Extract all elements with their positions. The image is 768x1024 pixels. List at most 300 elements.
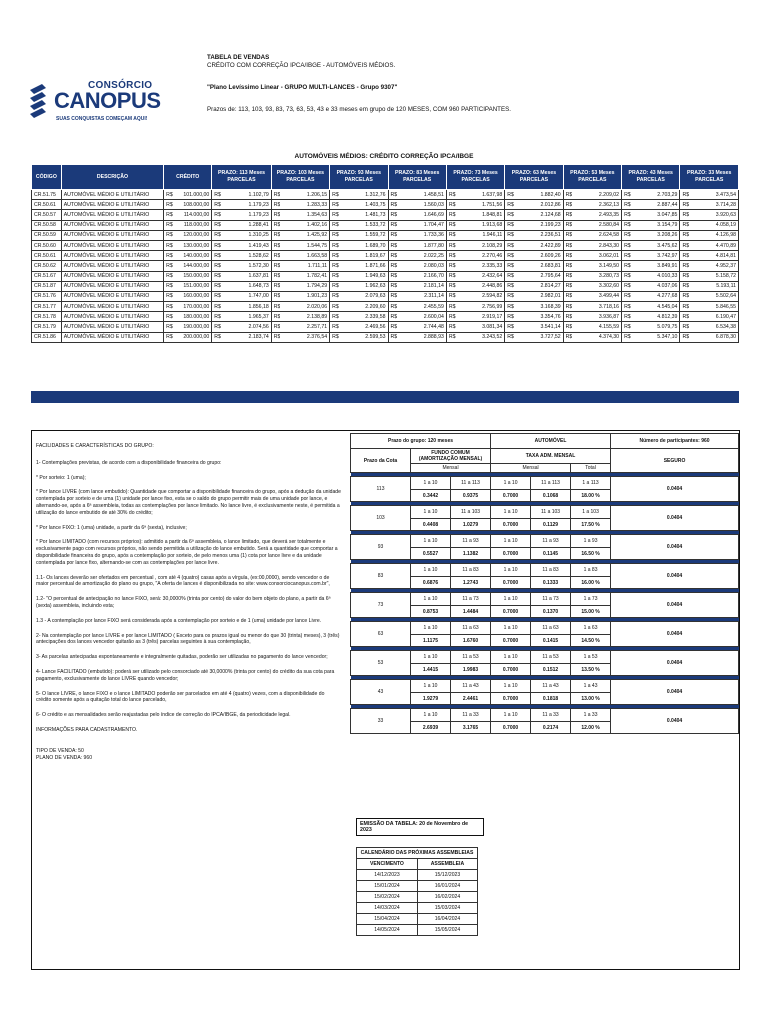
due-date-cell: 15/04/2024 [357, 914, 418, 925]
installment-cell: 1.856,18 [221, 302, 271, 312]
rate-cell: 0.7000 [491, 518, 531, 531]
currency-cell: R$ [680, 240, 689, 250]
currency-cell: R$ [622, 251, 631, 261]
currency-cell: R$ [330, 261, 339, 271]
currency-cell: R$ [388, 230, 397, 240]
installment-cell: 3.473,54 [689, 190, 738, 200]
fee-total-header: Total [571, 464, 611, 473]
code-cell: CR.50.58 [32, 220, 62, 230]
currency-cell: R$ [622, 322, 631, 332]
installment-cell: 4.037,06 [631, 281, 680, 291]
installment-cell: 3.936,87 [572, 312, 621, 322]
calendar-col-assembly: ASSEMBLEIA [417, 859, 477, 870]
credit-cell: 118.000,00 [173, 220, 212, 230]
rate-cell: 17.50 % [571, 518, 611, 531]
currency-cell: R$ [388, 281, 397, 291]
assembly-calendar [356, 847, 478, 936]
installment-cell: 3.280,73 [572, 271, 621, 281]
installment-cell: 2.199,23 [514, 220, 563, 230]
facilidades-paragraph: 6- O crédito e as mensalidades serão reajustadas pelo índice de correção do IPCA/IBGE, da periodicidade legal. [36, 712, 291, 719]
range-cell: 1 a 10 [411, 535, 451, 548]
rate-cell: 0.7000 [491, 576, 531, 589]
code-cell: CR.51.78 [32, 312, 62, 322]
assembly-date-cell: 16/02/2024 [417, 892, 477, 903]
due-date-cell: 14/12/2023 [357, 870, 418, 881]
currency-cell: R$ [680, 261, 689, 271]
installment-cell: 3.714,28 [689, 200, 738, 210]
description-cell: AUTOMÓVEL MÉDIO E UTILITÁRIO [61, 261, 163, 271]
rate-cell: 1.1175 [411, 634, 451, 647]
assembly-date-cell: 16/04/2024 [417, 914, 477, 925]
group-row [351, 535, 739, 548]
insurance-header: SEGURO [611, 449, 739, 473]
currency-cell: R$ [212, 302, 221, 312]
currency-cell: R$ [388, 322, 397, 332]
installment-cell: 2.270,46 [456, 251, 505, 261]
quota-term-cell: 53 [351, 651, 411, 676]
installment-cell: 2.022,25 [397, 251, 446, 261]
installment-cell: 1.913,68 [456, 220, 505, 230]
installment-cell: 2.599,53 [339, 332, 388, 342]
rate-cell: 0.7000 [491, 721, 531, 734]
table-footer-band [31, 391, 739, 403]
currency-cell: R$ [164, 261, 173, 271]
rate-cell: 0.7000 [491, 634, 531, 647]
currency-cell: R$ [446, 220, 455, 230]
insurance-cell: 0.0404 [611, 593, 739, 618]
installment-cell: 2.469,56 [339, 322, 388, 332]
facilidades-paragraph: * Por sorteio: 1 (uma); [36, 474, 86, 481]
installment-cell: 2.843,30 [572, 240, 621, 250]
currency-cell: R$ [212, 332, 221, 342]
installment-cell: 1.533,72 [339, 220, 388, 230]
price-table-header: PRAZO: 73 Meses PARCELAS [446, 165, 504, 190]
currency-cell: R$ [505, 281, 514, 291]
currency-cell: R$ [622, 261, 631, 271]
credit-cell: 101.000,00 [173, 190, 212, 200]
installment-cell: 1.949,63 [339, 271, 388, 281]
installment-cell: 1.782,41 [280, 271, 329, 281]
currency-cell: R$ [680, 332, 689, 342]
currency-cell: R$ [563, 332, 572, 342]
description-cell: AUTOMÓVEL MÉDIO E UTILITÁRIO [61, 332, 163, 342]
installment-cell: 3.168,39 [514, 302, 563, 312]
table-row [32, 261, 739, 271]
facilidades-paragraph: TIPO DE VENDA: 50 [36, 747, 84, 754]
currency-cell: R$ [446, 230, 455, 240]
credit-cell: 114.000,00 [173, 210, 212, 220]
installment-cell: 1.179,23 [221, 200, 271, 210]
currency-cell: R$ [505, 240, 514, 250]
table-row [32, 291, 739, 301]
installment-cell: 4.058,19 [689, 220, 738, 230]
group-row [351, 564, 739, 577]
fund-mensal-header: Mensal [411, 464, 491, 473]
calendar-col-due: VENCIMENTO [357, 859, 418, 870]
currency-cell: R$ [212, 190, 221, 200]
price-table-header: CRÉDITO [164, 165, 212, 190]
currency-cell: R$ [330, 332, 339, 342]
group-row [351, 709, 739, 722]
currency-cell: R$ [622, 220, 631, 230]
currency-cell: R$ [622, 230, 631, 240]
installment-cell: 3.920,63 [689, 210, 738, 220]
installment-cell: 3.849,91 [631, 261, 680, 271]
installment-cell: 5.502,64 [689, 291, 738, 301]
code-cell: CR.50.61 [32, 200, 62, 210]
installment-cell: 3.081,34 [456, 322, 505, 332]
rate-cell: 1.6760 [451, 634, 491, 647]
currency-cell: R$ [271, 312, 280, 322]
range-cell: 11 a 53 [451, 651, 491, 664]
installment-cell: 1.794,29 [280, 281, 329, 291]
installment-cell: 2.362,13 [572, 200, 621, 210]
facilidades-paragraph: * Por lance LIMITADO (com recursos próprios): admitido a partir da 6ª assembleia, o lance limitado, que deverá ser totalmente e exclusivamente pago com recursos próprios, não sendo permitida a utilização do lance embutido. Será a quantidade que comportar a disponibilidade financeira do grupo, após a contemplação por sorteio, de pelo menos uma (1) cota por lance livre e da unidade contemplada por lance fixo, alternando-se com as contemplações por lance livre. [36, 539, 338, 566]
currency-cell: R$ [446, 281, 455, 291]
quota-term-cell: 93 [351, 535, 411, 560]
range-cell: 1 a 10 [491, 709, 531, 722]
installment-cell: 6.878,30 [689, 332, 738, 342]
currency-cell: R$ [212, 200, 221, 210]
fee-mensal-header: Mensal [491, 464, 571, 473]
currency-cell: R$ [271, 302, 280, 312]
currency-cell: R$ [622, 332, 631, 342]
currency-cell: R$ [388, 210, 397, 220]
logo-mark-icon [28, 84, 48, 118]
currency-cell: R$ [563, 281, 572, 291]
installment-cell: 2.887,44 [631, 200, 680, 210]
rate-cell: 1.9983 [451, 663, 491, 676]
group-row [351, 622, 739, 635]
table-row [32, 200, 739, 210]
code-cell: CR.50.59 [32, 230, 62, 240]
installment-cell: 1.354,63 [280, 210, 329, 220]
currency-cell: R$ [680, 251, 689, 261]
price-table-header: PRAZO: 43 Meses PARCELAS [622, 165, 680, 190]
installment-cell: 2.183,74 [221, 332, 271, 342]
range-cell: 1 a 10 [491, 564, 531, 577]
installment-cell: 2.600,04 [397, 312, 446, 322]
currency-cell: R$ [680, 271, 689, 281]
price-table-header: PRAZO: 53 Meses PARCELAS [563, 165, 621, 190]
installment-cell: 1.560,03 [397, 200, 446, 210]
range-cell: 11 a 83 [451, 564, 491, 577]
currency-cell: R$ [164, 322, 173, 332]
installment-cell: 3.149,50 [572, 261, 621, 271]
installment-cell: 3.718,16 [572, 302, 621, 312]
rate-cell: 12.00 % [571, 721, 611, 734]
rate-cell: 18.00 % [571, 489, 611, 502]
installment-cell: 5.193,11 [689, 281, 738, 291]
currency-cell: R$ [212, 251, 221, 261]
currency-cell: R$ [563, 312, 572, 322]
currency-cell: R$ [212, 240, 221, 250]
installment-cell: 1.733,36 [397, 230, 446, 240]
currency-cell: R$ [680, 200, 689, 210]
rate-cell: 0.1068 [531, 489, 571, 502]
currency-cell: R$ [446, 312, 455, 322]
currency-cell: R$ [164, 230, 173, 240]
installment-cell: 5.158,72 [689, 271, 738, 281]
code-cell: CR.51.79 [32, 322, 62, 332]
installment-cell: 4.155,59 [572, 322, 621, 332]
currency-cell: R$ [563, 210, 572, 220]
currency-cell: R$ [271, 220, 280, 230]
installment-cell: 2.594,82 [456, 291, 505, 301]
range-cell: 1 a 103 [571, 506, 611, 519]
currency-cell: R$ [505, 230, 514, 240]
installment-cell: 2.079,63 [339, 291, 388, 301]
installment-cell: 3.475,62 [631, 240, 680, 250]
quota-term-cell: 83 [351, 564, 411, 589]
calendar-row [357, 870, 478, 881]
facilidades-paragraph: 3- As parcelas antecipadas espontaneamente e integralmente quitadas, poderão ser utilizadas no pagamento do lance vencedor; [36, 654, 328, 661]
table-row [32, 230, 739, 240]
description-cell: AUTOMÓVEL MÉDIO E UTILITÁRIO [61, 251, 163, 261]
currency-cell: R$ [212, 322, 221, 332]
description-cell: AUTOMÓVEL MÉDIO E UTILITÁRIO [61, 220, 163, 230]
rate-cell: 0.1129 [531, 518, 571, 531]
currency-cell: R$ [164, 240, 173, 250]
group-row [351, 593, 739, 606]
installment-cell: 1.877,80 [397, 240, 446, 250]
currency-cell: R$ [330, 251, 339, 261]
assembly-date-cell: 16/01/2024 [417, 881, 477, 892]
currency-cell: R$ [212, 291, 221, 301]
installment-cell: 2.020,06 [280, 302, 329, 312]
currency-cell: R$ [164, 291, 173, 301]
installment-cell: 4.374,30 [572, 332, 621, 342]
rate-cell: 14.50 % [571, 634, 611, 647]
credit-cell: 120.000,00 [173, 230, 212, 240]
currency-cell: R$ [388, 190, 397, 200]
installment-cell: 1.419,43 [221, 240, 271, 250]
description-cell: AUTOMÓVEL MÉDIO E UTILITÁRIO [61, 302, 163, 312]
calendar-title: CALENDÁRIO DAS PRÓXIMAS ASSEMBLEIAS [357, 848, 478, 859]
installment-cell: 2.795,64 [514, 271, 563, 281]
installment-cell: 1.458,51 [397, 190, 446, 200]
credit-cell: 160.000,00 [173, 291, 212, 301]
currency-cell: R$ [446, 302, 455, 312]
range-cell: 1 a 10 [491, 506, 531, 519]
quota-term-cell: 33 [351, 709, 411, 734]
installment-cell: 2.080,03 [397, 261, 446, 271]
calendar-row [357, 892, 478, 903]
range-cell: 1 a 53 [571, 651, 611, 664]
code-cell: CR.50.57 [32, 210, 62, 220]
currency-cell: R$ [680, 302, 689, 312]
rate-cell: 1.2743 [451, 576, 491, 589]
description-cell: AUTOMÓVEL MÉDIO E UTILITÁRIO [61, 210, 163, 220]
installment-cell: 2.744,48 [397, 322, 446, 332]
price-table-header: PRAZO: 113 Meses PARCELAS [212, 165, 271, 190]
currency-cell: R$ [446, 271, 455, 281]
installment-cell: 1.747,00 [221, 291, 271, 301]
price-table-header: PRAZO: 33 Meses PARCELAS [680, 165, 739, 190]
table-row [32, 302, 739, 312]
currency-cell: R$ [622, 210, 631, 220]
admin-fee-header: TAXA ADM. MENSAL [491, 449, 611, 464]
range-cell: 1 a 10 [411, 709, 451, 722]
document-title: TABELA DE VENDAS [207, 54, 270, 61]
document-header [207, 54, 511, 114]
installment-cell: 1.312,76 [339, 190, 388, 200]
installment-cell: 4.812,39 [631, 312, 680, 322]
rate-cell: 3.1765 [451, 721, 491, 734]
insurance-cell: 0.0404 [611, 477, 739, 502]
facilidades-paragraph: PLANO DE VENDA: 960 [36, 754, 93, 761]
currency-cell: R$ [388, 220, 397, 230]
canopus-logo [28, 80, 161, 130]
currency-cell: R$ [212, 271, 221, 281]
currency-cell: R$ [330, 271, 339, 281]
installment-cell: 4.470,89 [689, 240, 738, 250]
currency-cell: R$ [563, 271, 572, 281]
price-table-header: CÓDIGO [32, 165, 62, 190]
installment-cell: 2.683,81 [514, 261, 563, 271]
insurance-cell: 0.0404 [611, 564, 739, 589]
quota-term-cell: 113 [351, 477, 411, 502]
code-cell: CR.50.60 [32, 240, 62, 250]
insurance-cell: 0.0404 [611, 506, 739, 531]
installment-cell: 6.534,38 [689, 322, 738, 332]
installment-cell: 1.751,56 [456, 200, 505, 210]
facilidades-paragraph: * Por lance LIVRE (com lance embutido): Quantidade que comportar a disponibilidade financeira do grupo, após a dedução da unidade contemplada por sorteio e de uma (1) unidade por lance fixo, esta se o saldo do grupo permitir mais de uma unidade por lance, e alternando-se, após a 6ª assembleia, todas as contemplações por lance limitado. No lance livre, é exclusivamente neste, é permitida a utilização do lance embutido de até 30% do crédito; [36, 489, 341, 516]
currency-cell: R$ [271, 200, 280, 210]
rate-cell: 2.4461 [451, 692, 491, 705]
table-row [32, 312, 739, 322]
table-row [32, 332, 739, 342]
description-cell: AUTOMÓVEL MÉDIO E UTILITÁRIO [61, 271, 163, 281]
rate-cell: 0.5527 [411, 547, 451, 560]
currency-cell: R$ [622, 271, 631, 281]
currency-cell: R$ [563, 251, 572, 261]
range-cell: 11 a 43 [531, 680, 571, 693]
credit-cell: 151.000,00 [173, 281, 212, 291]
description-cell: AUTOMÓVEL MÉDIO E UTILITÁRIO [61, 200, 163, 210]
price-table-header: PRAZO: 93 Meses PARCELAS [330, 165, 388, 190]
currency-cell: R$ [212, 261, 221, 271]
code-cell: CR.51.67 [32, 271, 62, 281]
installment-cell: 1.946,11 [456, 230, 505, 240]
credit-cell: 180.000,00 [173, 312, 212, 322]
installment-cell: 1.559,72 [339, 230, 388, 240]
range-cell: 1 a 10 [411, 593, 451, 606]
range-cell: 11 a 73 [531, 593, 571, 606]
installment-cell: 4.545,04 [631, 302, 680, 312]
currency-cell: R$ [271, 332, 280, 342]
logo-tagline: SUAS CONQUISTAS COMEÇAM AQUI! [56, 116, 148, 122]
participants-header: Número de participantes: 960 [611, 434, 739, 449]
installment-cell: 1.637,81 [221, 271, 271, 281]
installment-cell: 1.962,63 [339, 281, 388, 291]
currency-cell: R$ [212, 230, 221, 240]
currency-cell: R$ [505, 271, 514, 281]
range-cell: 11 a 103 [531, 506, 571, 519]
currency-cell: R$ [164, 200, 173, 210]
group-row [351, 680, 739, 693]
installment-cell: 2.609,26 [514, 251, 563, 261]
currency-cell: R$ [330, 200, 339, 210]
range-cell: 1 a 10 [411, 564, 451, 577]
currency-cell: R$ [164, 271, 173, 281]
currency-cell: R$ [388, 200, 397, 210]
insurance-cell: 0.0404 [611, 535, 739, 560]
installment-cell: 3.208,26 [631, 230, 680, 240]
range-cell: 1 a 10 [491, 593, 531, 606]
price-table-header: PRAZO: 83 Meses PARCELAS [388, 165, 446, 190]
currency-cell: R$ [622, 291, 631, 301]
currency-cell: R$ [388, 251, 397, 261]
rate-cell: 0.7000 [491, 663, 531, 676]
currency-cell: R$ [388, 271, 397, 281]
currency-cell: R$ [446, 251, 455, 261]
installment-cell: 2.012,86 [514, 200, 563, 210]
description-cell: AUTOMÓVEL MÉDIO E UTILITÁRIO [61, 291, 163, 301]
installment-cell: 4.126,98 [689, 230, 738, 240]
description-cell: AUTOMÓVEL MÉDIO E UTILITÁRIO [61, 312, 163, 322]
currency-cell: R$ [330, 220, 339, 230]
range-cell: 11 a 73 [451, 593, 491, 606]
group-row [351, 477, 739, 490]
logo-brand-top: CONSÓRCIO [88, 80, 153, 91]
section-title: AUTOMÓVEIS MÉDIOS: CRÉDITO CORREÇÃO IPCA/IBGE [294, 153, 474, 160]
installment-cell: 1.819,67 [339, 251, 388, 261]
range-cell: 11 a 33 [531, 709, 571, 722]
rate-cell: 0.9375 [451, 489, 491, 502]
due-date-cell: 15/01/2024 [357, 881, 418, 892]
installment-cell: 1.965,37 [221, 312, 271, 322]
currency-cell: R$ [505, 190, 514, 200]
quota-term-cell: 43 [351, 680, 411, 705]
quota-term-cell: 103 [351, 506, 411, 531]
rate-cell: 0.1818 [531, 692, 571, 705]
installment-cell: 1.425,92 [280, 230, 329, 240]
installment-cell: 2.756,99 [456, 302, 505, 312]
code-cell: CR.51.75 [32, 190, 62, 200]
range-cell: 1 a 10 [491, 535, 531, 548]
installment-cell: 4.277,68 [631, 291, 680, 301]
plan-name: "Plano Levíssimo Linear - GRUPO MULTI-LANCES - Grupo 9307" [207, 84, 398, 91]
calendar-row [357, 914, 478, 925]
currency-cell: R$ [505, 291, 514, 301]
due-date-cell: 15/02/2024 [357, 892, 418, 903]
currency-cell: R$ [446, 332, 455, 342]
currency-cell: R$ [271, 322, 280, 332]
currency-cell: R$ [563, 230, 572, 240]
installment-cell: 3.742,97 [631, 251, 680, 261]
installment-cell: 1.572,30 [221, 261, 271, 271]
range-cell: 11 a 83 [531, 564, 571, 577]
currency-cell: R$ [271, 240, 280, 250]
installment-cell: 2.422,89 [514, 240, 563, 250]
currency-cell: R$ [563, 322, 572, 332]
range-cell: 1 a 10 [411, 680, 451, 693]
currency-cell: R$ [271, 251, 280, 261]
currency-cell: R$ [446, 322, 455, 332]
range-cell: 11 a 103 [451, 506, 491, 519]
table-row [32, 210, 739, 220]
calendar-row [357, 925, 478, 936]
currency-cell: R$ [446, 210, 455, 220]
group-row [351, 506, 739, 519]
facilidades-paragraph: 4- Lance FACILITADO (embutido): poderá ser utilizado pelo consorciado até 30,0000% (trinta por cento) do crédito da sua cota para pagamento, exclusivamente do lance LIVRE quando vencedor; [36, 668, 335, 682]
rate-cell: 1.1382 [451, 547, 491, 560]
currency-cell: R$ [164, 281, 173, 291]
price-table-header: DESCRIÇÃO [61, 165, 163, 190]
installment-cell: 2.181,14 [397, 281, 446, 291]
currency-cell: R$ [330, 291, 339, 301]
